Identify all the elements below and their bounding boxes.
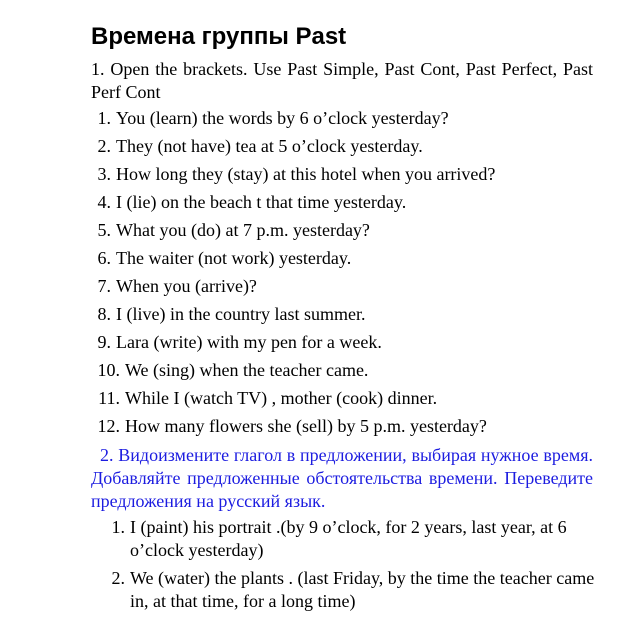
item-text: We (water) the plants . (last Friday, by the time the teacher came in, at that time, for a long time) xyxy=(130,568,595,611)
item-number: 10. xyxy=(97,360,120,380)
list-item xyxy=(91,247,611,275)
item-number: 6. xyxy=(97,248,111,268)
item-text: When you (arrive)? xyxy=(116,276,257,296)
item-text: I (paint) his portrait .(by 9 o’clock, for 2 years, last year, at 6 o’clock yesterday) xyxy=(130,517,567,560)
item-text: While I (watch TV) , mother (cook) dinner. xyxy=(125,388,438,408)
list-item xyxy=(91,359,611,387)
list-item xyxy=(91,219,611,247)
item-number: 5. xyxy=(97,220,111,240)
item-text: I (lie) on the beach t that time yesterday. xyxy=(116,192,407,212)
list-item xyxy=(91,107,611,135)
item-number: 2. xyxy=(97,136,111,156)
item-text: You (learn) the words by 6 o’clock yesterday? xyxy=(116,108,449,128)
list-item xyxy=(91,415,611,443)
item-text: The waiter (not work) yesterday. xyxy=(116,248,352,268)
item-number: 7. xyxy=(97,276,111,296)
item-text: I (live) in the country last summer. xyxy=(116,304,366,324)
item-text: How many flowers she (sell) by 5 p.m. yesterday? xyxy=(125,416,487,436)
item-number: 2. xyxy=(111,568,125,588)
item-number: 1. xyxy=(97,108,111,128)
task2-list xyxy=(91,516,601,618)
list-item xyxy=(91,516,601,562)
page-title: Времена группы Past xyxy=(91,23,347,50)
item-text: What you (do) at 7 p.m. yesterday? xyxy=(116,220,370,240)
list-item xyxy=(91,275,611,303)
item-number: 3. xyxy=(97,164,111,184)
list-item xyxy=(91,331,611,359)
list-item xyxy=(91,387,611,415)
list-item xyxy=(91,163,611,191)
item-number: 12. xyxy=(97,416,120,436)
item-text: They (not have) tea at 5 o’clock yesterday. xyxy=(116,136,423,156)
list-item xyxy=(91,191,611,219)
task1-instruction: 1. Open the brackets. Use Past Simple, Past Cont, Past Perfect, Past Perf Cont xyxy=(91,59,593,102)
item-number: 11. xyxy=(98,388,120,408)
item-number: 1. xyxy=(111,517,125,537)
item-text: Lara (write) with my pen for a week. xyxy=(116,332,382,352)
list-item xyxy=(91,135,611,163)
list-item xyxy=(91,567,601,613)
item-number: 8. xyxy=(97,304,111,324)
item-text: We (sing) when the teacher came. xyxy=(125,360,369,380)
item-number: 9. xyxy=(97,332,111,352)
list-item xyxy=(91,303,611,331)
item-text: How long they (stay) at this hotel when you arrived? xyxy=(116,164,496,184)
task2-instruction: 2. Видоизмените глагол в предложении, выбирая нужное время. Добавляйте предложенные обстоятельства времени. Переведите предложения на русский язык. xyxy=(91,445,593,511)
task1-list xyxy=(91,107,611,443)
item-number: 4. xyxy=(97,192,111,212)
